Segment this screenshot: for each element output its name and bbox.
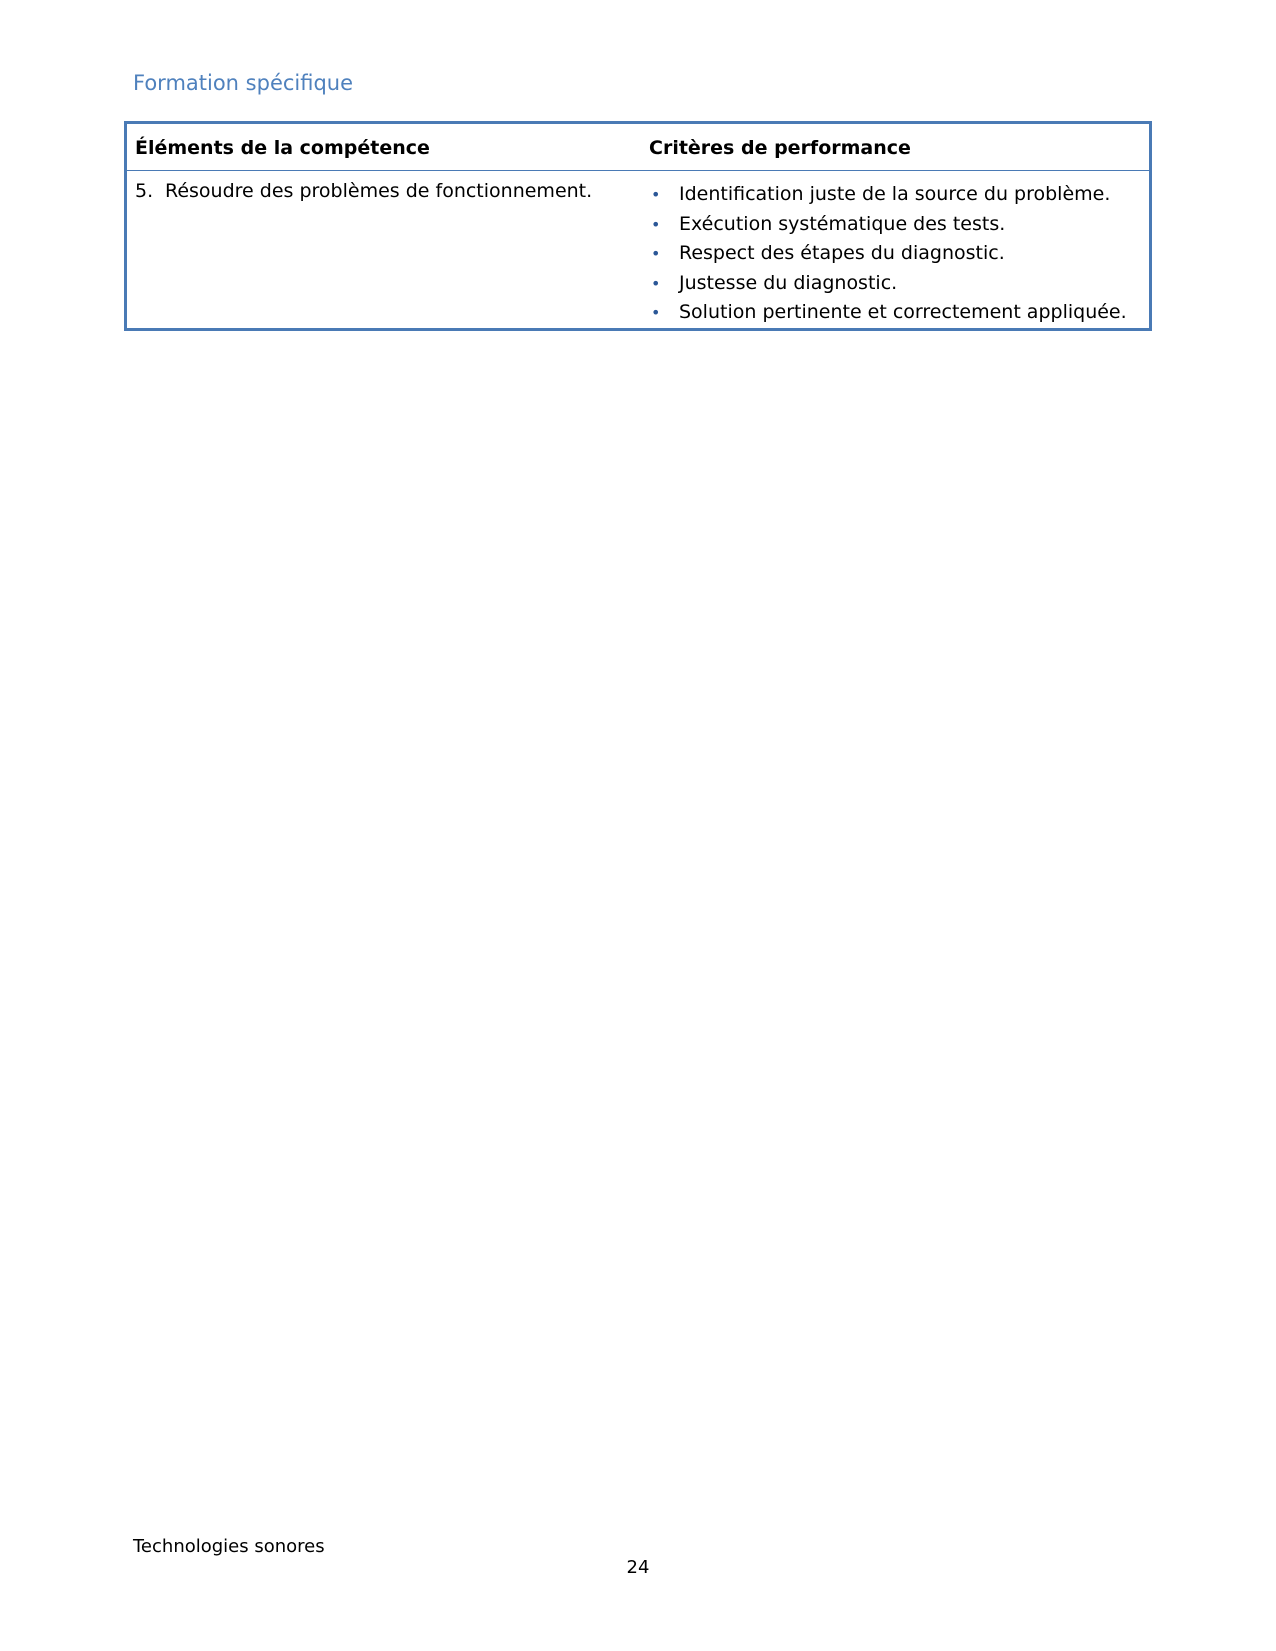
criterion-text: Respect des étapes du diagnostic. — [679, 242, 1005, 264]
header-elements: Éléments de la compétence — [126, 123, 648, 171]
criterion-text: Solution pertinente et correctement appliquée. — [679, 301, 1127, 323]
list-item — [649, 298, 1149, 328]
element-number: 5. — [135, 180, 154, 202]
bullet-icon: • — [651, 214, 661, 234]
element-cell — [126, 171, 648, 330]
criterion-text: Identification juste de la source du problème. — [679, 183, 1111, 205]
bullet-icon: • — [651, 185, 661, 204]
criteria-cell — [647, 171, 1151, 330]
list-item — [649, 210, 1149, 240]
bullet-icon: • — [651, 244, 661, 263]
footer-document-title: Technologies sonores — [133, 1536, 325, 1557]
list-item — [649, 239, 1149, 269]
list-item — [649, 180, 1149, 210]
table-header-row — [126, 123, 1151, 171]
page-number: 24 — [626, 1557, 650, 1578]
list-item — [649, 269, 1149, 299]
competence-table — [124, 121, 1152, 331]
criterion-text: Justesse du diagnostic. — [679, 271, 898, 294]
criteria-list — [649, 179, 1149, 328]
bullet-icon: • — [651, 273, 661, 293]
element-item — [127, 179, 647, 203]
table-row — [126, 171, 1151, 330]
criterion-text: Exécution systématique des tests. — [679, 212, 1006, 235]
bullet-icon: • — [651, 303, 661, 322]
header-criteres: Critères de performance — [647, 123, 1151, 171]
element-text: Résoudre des problèmes de fonctionnement. — [165, 180, 593, 202]
section-title: Formation spécifique — [133, 71, 354, 95]
